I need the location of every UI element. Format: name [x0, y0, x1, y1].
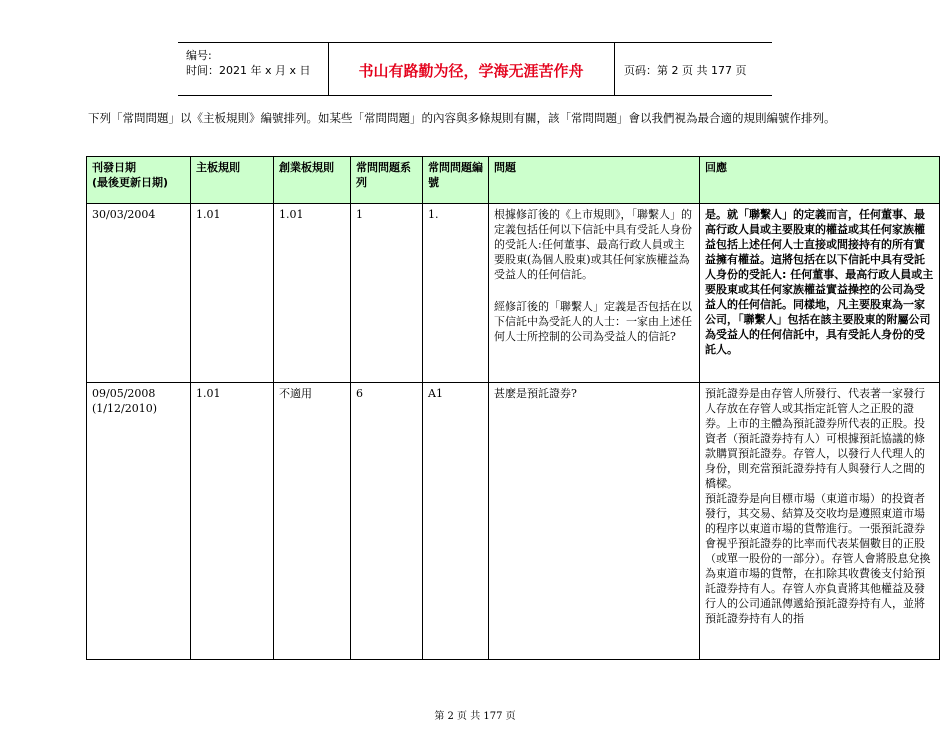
answer-cell: 預託證券是由存管人所發行、代表著一家發行人存放在存管人或其指定託管人之正股的證券。上市的主體為預託證券所代表的正股。投資者（預託證券持有人）可根據預託協議的條款購買預託證券。存管人，以發行人代理人的身份，則充當預託證券持有人與發行人之間的橋樑。 預託證券是向目標市場（東道市場）的投資者發行，其交易、結算及交收均是遵照東道市場的程序以東道市場的貨幣進行。一張預託證券會視乎預託證券的比率而代表某個數目的正股（或單一股份的一部分）。存管人會將股息兌換為東道市場的貨幣，在扣除其收費後支付給預託證券持有人。存管人亦負責將其他權益及發行人的公司通訊傳遞給預託證券持有人，並將預託證券持有人的指	[700, 383, 940, 660]
main-rule-cell: 1.01	[191, 204, 274, 383]
header-meta-cell	[178, 43, 329, 95]
table-row	[87, 383, 940, 660]
question-paragraph: 甚麼是預託證券?	[494, 387, 577, 400]
number-label: 编号:	[186, 49, 212, 62]
motto-text: 书山有路勤为径，学海无涯苦作舟	[358, 62, 584, 80]
col-header-series: 常問問題系列	[351, 157, 423, 204]
question-paragraph: 經修訂後的「聯繫人」定義是否包括在以下信託中為受託人的人士：一家由上述任何人士所控制的公司為受益人的信託?	[494, 300, 692, 343]
header-page-cell	[614, 43, 772, 95]
date-cell: 30/03/2004	[87, 204, 191, 383]
table-row	[87, 204, 940, 383]
gem-rule-cell: 1.01	[274, 204, 351, 383]
number-cell: 1.	[423, 204, 489, 383]
col-header-question: 問題	[489, 157, 700, 204]
page-footer: 第 2 页 共 177 页	[434, 711, 516, 722]
header-motto-cell	[328, 43, 615, 95]
time-label: 时间：2021 年 x 月 x 日	[186, 64, 311, 77]
col-header-answer: 回應	[700, 157, 940, 204]
faq-table	[86, 156, 940, 660]
col-header-gem-rule: 創業板規則	[274, 157, 351, 204]
main-rule-cell: 1.01	[191, 383, 274, 660]
col-header-main-rule: 主板規則	[191, 157, 274, 204]
document-header	[178, 42, 772, 96]
col-header-date: 刊發日期 (最後更新日期)	[87, 157, 191, 204]
question-paragraph: 根據修訂後的《上市規則》，「聯繫人」的定義包括任何以下信託中具有受託人身份的受託人:任何董事、最高行政人員或主要股東(為個人股東)或其任何家族權益為受益人的任何信託。	[494, 208, 692, 281]
answer-cell: 是。就「聯繫人」的定義而言，任何董事、最高行政人員或主要股東的權益或其任何家族權益包括上述任何人士直接或間接持有的所有實益擁有權益。這將包括在以下信託中具有受託人身份的受託人: 任何董事、最高行政人員或主要股東或其任何家族權益實益操控的公司為受益人的任何信託。同樣地，凡主要股東為一家公司，「聯繫人」包括在該主要股東的附屬公司為受益人的任何信託中，具有受託人身份的受託人。	[700, 204, 940, 383]
series-cell: 6	[351, 383, 423, 660]
number-cell: A1	[423, 383, 489, 660]
date-cell: 09/05/2008 (1/12/2010)	[87, 383, 191, 660]
intro-paragraph: 下列「常問問題」以《主板規則》編號排列。如某些「常問問題」的內容與多條規則有關，該「常問問題」會以我們視為最合適的規則編號作排列。	[88, 111, 836, 125]
question-cell	[489, 204, 700, 383]
page-info: 页码：第 2 页 共 177 页	[624, 64, 747, 77]
gem-rule-cell: 不適用	[274, 383, 351, 660]
col-header-number: 常問問題編號	[423, 157, 489, 204]
table-header-row	[87, 157, 940, 204]
series-cell: 1	[351, 204, 423, 383]
question-cell	[489, 383, 700, 660]
